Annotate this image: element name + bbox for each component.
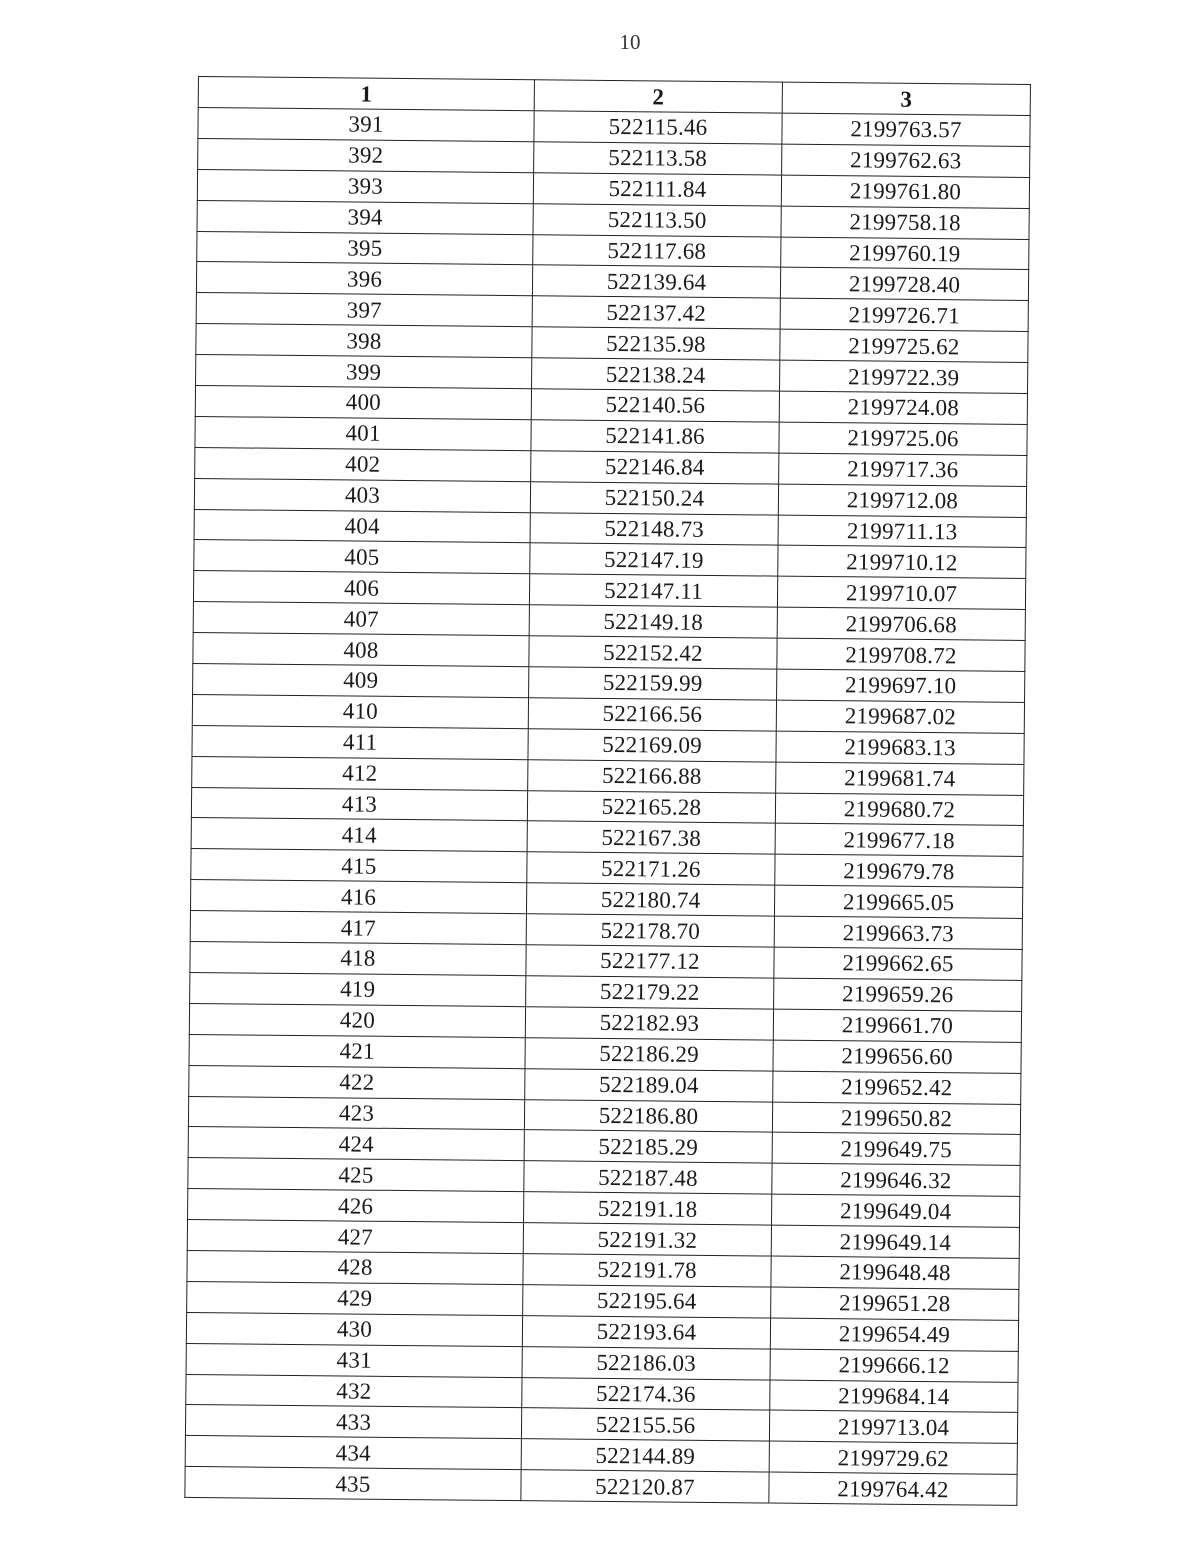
x-coordinate-cell: 522113.58	[534, 142, 782, 175]
x-coordinate-cell: 522189.04	[525, 1068, 773, 1101]
y-coordinate-cell: 2199680.72	[775, 793, 1023, 826]
point-number-cell: 407	[193, 602, 529, 636]
x-coordinate-cell: 522159.99	[529, 667, 777, 700]
y-coordinate-cell: 2199659.26	[774, 978, 1022, 1011]
x-coordinate-cell: 522174.36	[522, 1377, 770, 1410]
point-number-cell: 431	[186, 1343, 522, 1377]
x-coordinate-cell: 522166.56	[528, 698, 776, 731]
x-coordinate-cell: 522180.74	[526, 883, 774, 916]
y-coordinate-cell: 2199661.70	[773, 1009, 1021, 1042]
y-coordinate-cell: 2199725.06	[779, 422, 1027, 455]
point-number-cell: 410	[192, 694, 528, 728]
point-number-cell: 415	[191, 849, 527, 883]
point-number-cell: 417	[190, 911, 526, 945]
point-number-cell: 414	[191, 818, 527, 852]
x-coordinate-cell: 522191.18	[524, 1192, 772, 1225]
y-coordinate-cell: 2199763.57	[782, 113, 1030, 146]
point-number-cell: 398	[196, 324, 532, 358]
point-number-cell: 391	[198, 108, 534, 142]
point-number-cell: 425	[188, 1158, 524, 1192]
y-coordinate-cell: 2199649.04	[771, 1194, 1019, 1227]
point-number-cell: 434	[185, 1436, 521, 1470]
point-number-cell: 423	[188, 1096, 524, 1130]
y-coordinate-cell: 2199648.48	[771, 1256, 1019, 1289]
point-number-cell: 393	[197, 169, 533, 203]
y-coordinate-cell: 2199708.72	[777, 638, 1025, 671]
x-coordinate-cell: 522147.11	[529, 574, 777, 607]
x-coordinate-cell: 522139.64	[532, 265, 780, 298]
y-coordinate-cell: 2199722.39	[780, 360, 1028, 393]
point-number-cell: 416	[190, 880, 526, 914]
x-coordinate-cell: 522111.84	[533, 173, 781, 206]
y-coordinate-cell: 2199713.04	[769, 1410, 1017, 1443]
y-coordinate-cell: 2199728.40	[780, 268, 1028, 301]
x-coordinate-cell: 522191.32	[523, 1223, 771, 1256]
point-number-cell: 403	[194, 478, 530, 512]
y-coordinate-cell: 2199683.13	[776, 731, 1024, 764]
x-coordinate-cell: 522171.26	[527, 852, 775, 885]
x-coordinate-cell: 522191.78	[523, 1254, 771, 1287]
x-coordinate-cell: 522147.19	[530, 543, 778, 576]
y-coordinate-cell: 2199681.74	[776, 762, 1024, 795]
y-coordinate-cell: 2199663.73	[774, 916, 1022, 949]
point-number-cell: 401	[195, 416, 531, 450]
y-coordinate-cell: 2199761.80	[781, 175, 1029, 208]
x-coordinate-cell: 522137.42	[532, 296, 780, 329]
x-coordinate-cell: 522182.93	[525, 1007, 773, 1040]
x-coordinate-cell: 522138.24	[532, 358, 780, 391]
y-coordinate-cell: 2199760.19	[781, 237, 1029, 270]
y-coordinate-cell: 2199706.68	[777, 607, 1025, 640]
x-coordinate-cell: 522186.29	[525, 1037, 773, 1070]
point-number-cell: 408	[193, 633, 529, 667]
point-number-cell: 419	[190, 972, 526, 1006]
y-coordinate-cell: 2199726.71	[780, 298, 1028, 331]
x-coordinate-cell: 522177.12	[526, 945, 774, 978]
x-coordinate-cell: 522113.50	[533, 203, 781, 236]
point-number-cell: 430	[186, 1312, 522, 1346]
y-coordinate-cell: 2199649.14	[771, 1225, 1019, 1258]
x-coordinate-cell: 522117.68	[533, 234, 781, 267]
point-number-cell: 411	[192, 725, 528, 759]
y-coordinate-cell: 2199697.10	[777, 669, 1025, 702]
x-coordinate-cell: 522150.24	[530, 481, 778, 514]
x-coordinate-cell: 522144.89	[521, 1439, 769, 1472]
point-number-cell: 404	[194, 509, 530, 543]
point-number-cell: 399	[196, 355, 532, 389]
y-coordinate-cell: 2199687.02	[776, 700, 1024, 733]
y-coordinate-cell: 2199649.75	[772, 1132, 1020, 1165]
point-number-cell: 432	[186, 1374, 522, 1408]
y-coordinate-cell: 2199710.12	[778, 546, 1026, 579]
y-coordinate-cell: 2199646.32	[772, 1163, 1020, 1196]
y-coordinate-cell: 2199725.62	[780, 329, 1028, 362]
x-coordinate-cell: 522167.38	[527, 821, 775, 854]
y-coordinate-cell: 2199662.65	[774, 947, 1022, 980]
x-coordinate-cell: 522146.84	[531, 451, 779, 484]
x-coordinate-cell: 522178.70	[526, 914, 774, 947]
table-body	[185, 108, 1030, 1506]
point-number-cell: 409	[193, 664, 529, 698]
x-coordinate-cell: 522149.18	[529, 605, 777, 638]
x-coordinate-cell: 522169.09	[528, 729, 776, 762]
point-number-cell: 412	[192, 756, 528, 790]
y-coordinate-cell: 2199762.63	[782, 144, 1030, 177]
y-coordinate-cell: 2199652.42	[773, 1071, 1021, 1104]
y-coordinate-cell: 2199758.18	[781, 206, 1029, 239]
y-coordinate-cell: 2199656.60	[773, 1040, 1021, 1073]
point-number-cell: 418	[190, 942, 526, 976]
y-coordinate-cell: 2199764.42	[769, 1472, 1017, 1505]
point-number-cell: 428	[187, 1250, 523, 1284]
point-number-cell: 400	[195, 386, 531, 420]
x-coordinate-cell: 522140.56	[531, 389, 779, 422]
coordinates-table-container	[184, 76, 1040, 1506]
y-coordinate-cell: 2199654.49	[770, 1318, 1018, 1351]
x-coordinate-cell: 522195.64	[523, 1285, 771, 1318]
x-coordinate-cell: 522187.48	[524, 1161, 772, 1194]
y-coordinate-cell: 2199717.36	[779, 453, 1027, 486]
column-header-3: 3	[782, 82, 1030, 115]
point-number-cell: 402	[195, 447, 531, 481]
y-coordinate-cell: 2199677.18	[775, 824, 1023, 857]
x-coordinate-cell: 522155.56	[521, 1408, 769, 1441]
y-coordinate-cell: 2199684.14	[770, 1380, 1018, 1413]
point-number-cell: 433	[185, 1405, 521, 1439]
column-header-2: 2	[534, 80, 782, 113]
point-number-cell: 395	[197, 231, 533, 265]
y-coordinate-cell: 2199712.08	[778, 484, 1026, 517]
point-number-cell: 420	[189, 1003, 525, 1037]
y-coordinate-cell: 2199650.82	[772, 1102, 1020, 1135]
x-coordinate-cell: 522141.86	[531, 420, 779, 453]
point-number-cell: 406	[193, 571, 529, 605]
point-number-cell: 397	[196, 293, 532, 327]
point-number-cell: 413	[191, 787, 527, 821]
x-coordinate-cell: 522135.98	[532, 327, 780, 360]
x-coordinate-cell: 522186.03	[522, 1346, 770, 1379]
x-coordinate-cell: 522166.88	[528, 759, 776, 792]
x-coordinate-cell: 522148.73	[530, 512, 778, 545]
point-number-cell: 392	[198, 138, 534, 172]
point-number-cell: 424	[188, 1127, 524, 1161]
x-coordinate-cell: 522115.46	[534, 111, 782, 144]
y-coordinate-cell: 2199666.12	[770, 1349, 1018, 1382]
x-coordinate-cell: 522179.22	[526, 976, 774, 1009]
x-coordinate-cell: 522193.64	[522, 1315, 770, 1348]
y-coordinate-cell: 2199665.05	[774, 885, 1022, 918]
y-coordinate-cell: 2199711.13	[778, 515, 1026, 548]
y-coordinate-cell: 2199729.62	[769, 1441, 1017, 1474]
page-number: 10	[619, 30, 641, 54]
point-number-cell: 427	[187, 1220, 523, 1254]
y-coordinate-cell: 2199724.08	[779, 391, 1027, 424]
x-coordinate-cell: 522186.80	[524, 1099, 772, 1132]
y-coordinate-cell: 2199679.78	[775, 854, 1023, 887]
point-number-cell: 429	[187, 1281, 523, 1315]
point-number-cell: 396	[196, 262, 532, 296]
point-number-cell: 422	[189, 1065, 525, 1099]
point-number-cell: 421	[189, 1034, 525, 1068]
x-coordinate-cell: 522152.42	[529, 636, 777, 669]
x-coordinate-cell: 522120.87	[521, 1470, 769, 1503]
point-number-cell: 426	[188, 1189, 524, 1223]
y-coordinate-cell: 2199651.28	[771, 1287, 1019, 1320]
point-number-cell: 435	[185, 1467, 521, 1501]
point-number-cell: 405	[194, 540, 530, 574]
column-header-1: 1	[198, 77, 534, 111]
y-coordinate-cell: 2199710.07	[777, 576, 1025, 609]
coordinates-table	[184, 76, 1031, 1506]
point-number-cell: 394	[197, 200, 533, 234]
x-coordinate-cell: 522165.28	[527, 790, 775, 823]
x-coordinate-cell: 522185.29	[524, 1130, 772, 1163]
